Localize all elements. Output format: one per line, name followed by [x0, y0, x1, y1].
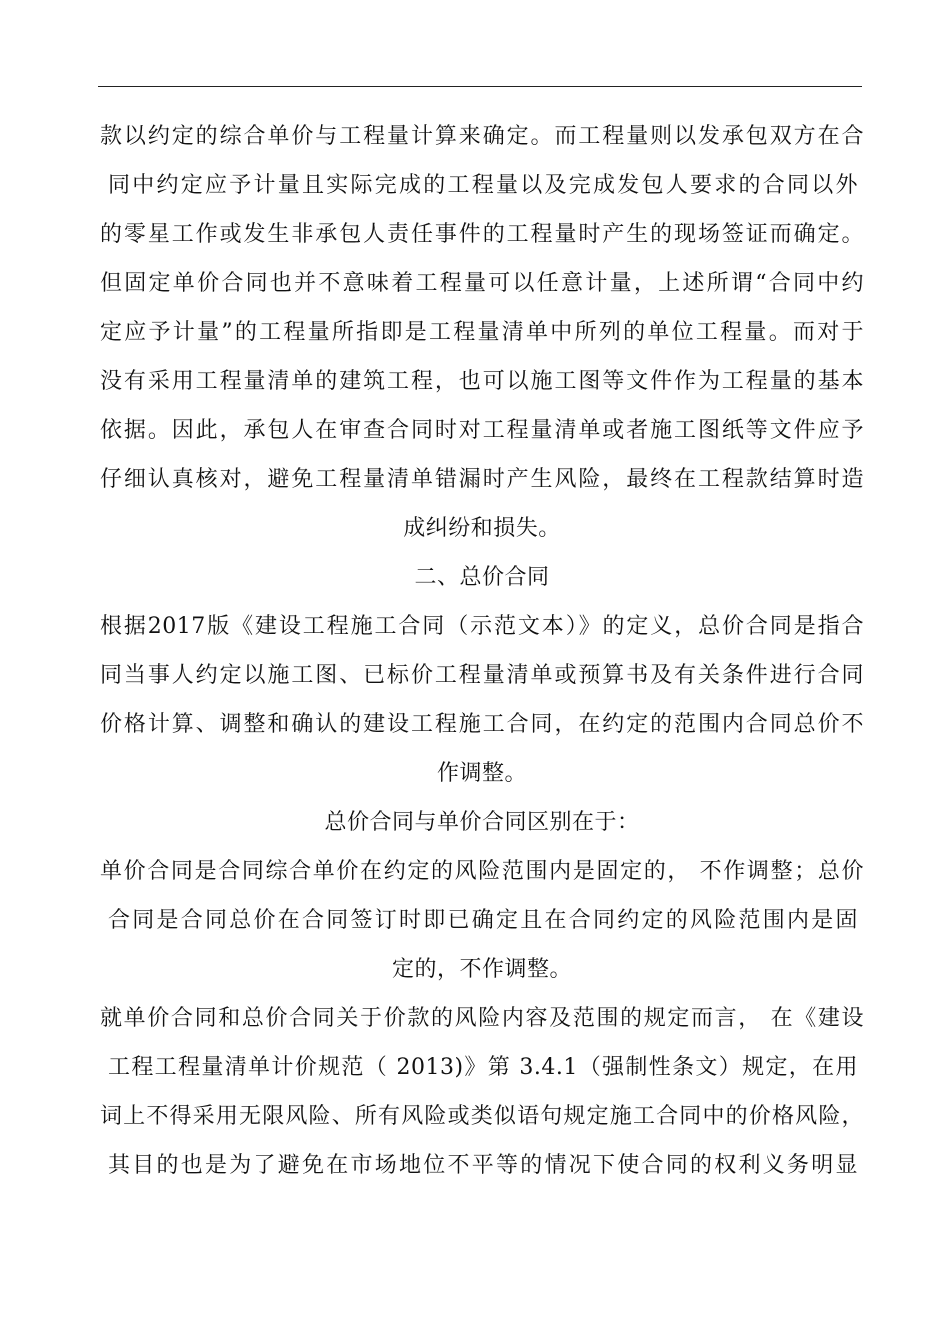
text-line: 的零星工作或发生非承包人责任事件的工程量时产生的现场签证而确定。 — [100, 222, 864, 247]
text-line: 就单价合同和总价合同关于价款的风险内容及范围的规定而言， 在《建设 — [100, 1006, 864, 1031]
text-line: 总价合同与单价合同区别在于： — [324, 810, 640, 835]
text-line: 仔细认真核对，避免工程量清单错漏时产生风险，最终在工程款结算时造 — [100, 467, 864, 492]
text-line: 单价合同是合同综合单价在约定的风险范围内是固定的， 不作调整；总价 — [100, 859, 864, 884]
text-line: 合同是合同总价在合同签订时即已确定且在合同约定的风险范围内是固 — [108, 908, 858, 933]
text-line: 二、总价合同 — [414, 565, 550, 590]
text-line: 作调整。 — [436, 761, 527, 786]
text-line: 没有采用工程量清单的建筑工程，也可以施工图等文件作为工程量的基本 — [100, 369, 864, 394]
text-line: 根据2017版《建设工程施工合同（示范文本）》的定义，总价合同是指合 — [100, 614, 864, 639]
text-line: 同中约定应予计量且实际完成的工程量以及完成发包人要求的合同以外 — [108, 173, 858, 198]
text-line: 同当事人约定以施工图、已标价工程量清单或预算书及有关条件进行合同 — [100, 663, 864, 688]
text-line: 词上不得采用无限风险、所有风险或类似语句规定施工合同中的价格风险， — [100, 1104, 864, 1129]
text-line: 款以约定的综合单价与工程量计算来确定。而工程量则以发承包双方在合 — [100, 124, 864, 149]
text-line: 定应予计量”的工程量所指即是工程量清单中所列的单位工程量。而对于 — [100, 320, 864, 345]
text-line: 成纠纷和损失。 — [403, 516, 561, 541]
header-rule — [98, 86, 862, 87]
text-line: 工程工程量清单计价规范（ 2013)》第 3.4.1（强制性条文）规定，在用 — [108, 1055, 858, 1080]
text-line: 定的，不作调整。 — [391, 957, 572, 982]
text-line: 但固定单价合同也并不意味着工程量可以任意计量，上述所谓“合同中约 — [100, 271, 864, 296]
text-line: 依据。因此，承包人在审查合同时对工程量清单或者施工图纸等文件应予 — [100, 418, 864, 443]
text-line: 价格计算、调整和确认的建设工程施工合同，在约定的范围内合同总价不 — [100, 712, 864, 737]
text-line: 其目的也是为了避免在市场地位不平等的情况下使合同的权利义务明显 — [108, 1153, 858, 1178]
body-text — [100, 112, 864, 1190]
